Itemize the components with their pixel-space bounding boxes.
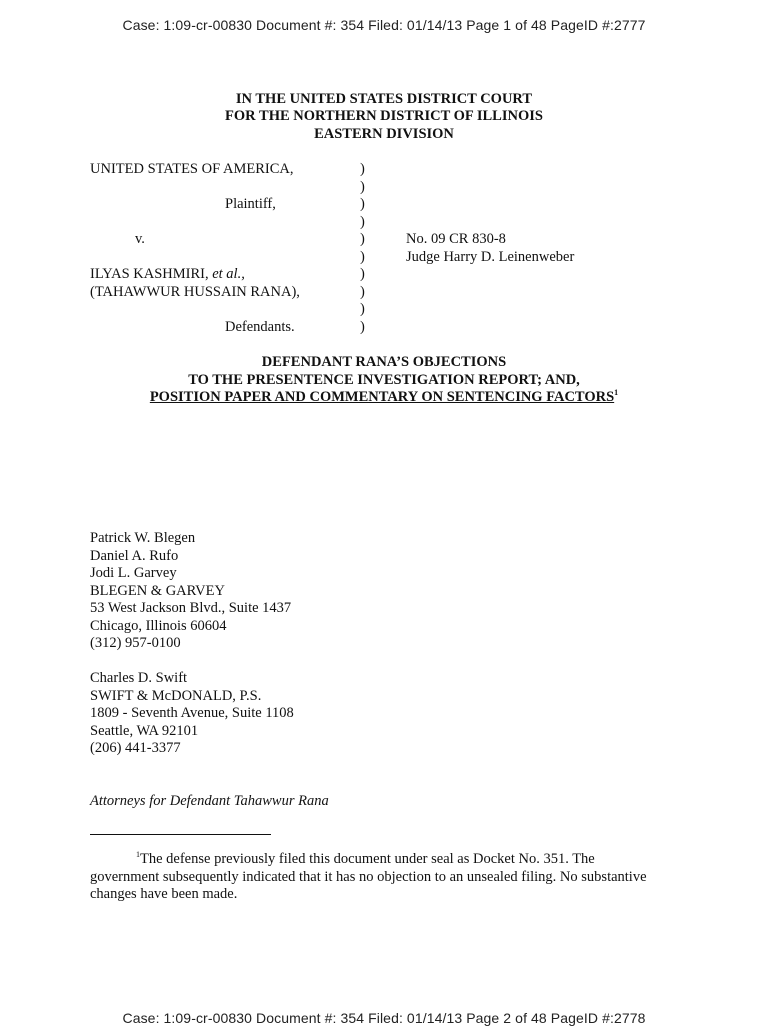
counsel-line: Patrick W. Blegen (90, 530, 196, 546)
defendant-alias: (TAHAWWUR HUSSAIN RANA), (90, 284, 300, 300)
court-name-line-2: FOR THE NORTHERN DISTRICT OF ILLINOIS (225, 108, 543, 124)
case-number: No. 09 CR 830-8 (406, 231, 506, 247)
defendant-name-text: ILYAS KASHMIRI, (90, 266, 209, 282)
caption-paren: ) (360, 283, 365, 300)
counsel-line: Seattle, WA 92101 (90, 722, 199, 739)
footnote-separator (90, 834, 271, 835)
caption-paren: ) (360, 178, 365, 195)
title-footnote-mark: 1 (614, 388, 619, 398)
doc-title-line-3 (0, 389, 768, 407)
caption-paren: ) (360, 318, 365, 335)
footnote-text-1: The defense previously filed this document under seal as Docket No. 351. The (140, 851, 595, 867)
plaintiff-name: UNITED STATES OF AMERICA, (90, 161, 294, 177)
counsel-block-2 (90, 670, 294, 758)
defendant-name (90, 266, 245, 284)
plaintiff-role: Plaintiff, (225, 196, 276, 212)
footnote-text-3: changes have been made. (90, 886, 238, 902)
footnote-mark: 1 (136, 850, 140, 860)
defendant-etal: et al., (212, 266, 245, 282)
footnote-line-1 (90, 851, 690, 869)
caption-paren: ) (360, 196, 365, 212)
counsel-line: Daniel A. Rufo (90, 547, 179, 564)
versus: v. (135, 231, 145, 247)
doc-title-line-3-text: POSITION PAPER AND COMMENTARY ON SENTENCING FACTORS (149, 389, 615, 405)
court-name-line-1: IN THE UNITED STATES DISTRICT COURT (235, 91, 533, 107)
caption-paren: ) (360, 301, 365, 317)
ecf-header-stamp: Case: 1:09-cr-00830 Document #: 354 Filed: 01/14/13 Page 1 of 48 PageID #:2777 (122, 17, 646, 33)
counsel-line: Chicago, Illinois 60604 (90, 617, 227, 634)
counsel-line: 1809 - Seventh Avenue, Suite 1108 (90, 705, 294, 721)
judge-name: Judge Harry D. Leinenweber (406, 249, 575, 265)
caption-paren: ) (360, 248, 365, 265)
counsel-firm: BLEGEN & GARVEY (90, 582, 225, 599)
counsel-firm: SWIFT & McDONALD, P.S. (90, 687, 262, 704)
court-division: EASTERN DIVISION (314, 126, 454, 142)
caption-paren: ) (360, 161, 365, 177)
defendant-role: Defendants. (225, 319, 295, 335)
counsel-line: Charles D. Swift (90, 670, 188, 686)
footnote (90, 851, 690, 904)
counsel-phone: (206) 441-3377 (90, 740, 181, 756)
ecf-header-stamp-next-page: Case: 1:09-cr-00830 Document #: 354 Filed: 01/14/13 Page 2 of 48 PageID #:2778 (122, 1010, 646, 1026)
counsel-phone: (312) 957-0100 (90, 635, 181, 651)
counsel-line: 53 West Jackson Blvd., Suite 1437 (90, 600, 292, 616)
caption-paren: ) (360, 231, 365, 247)
caption-paren: ) (360, 266, 365, 282)
doc-title-line-1: DEFENDANT RANA’S OBJECTIONS (261, 354, 507, 370)
counsel-block-1 (90, 530, 291, 653)
footnote-text-2: government subsequently indicated that it has no objection to an unsealed filing. No substantive (90, 868, 647, 885)
attorneys-for: Attorneys for Defendant Tahawwur Rana (90, 793, 329, 809)
counsel-line: Jodi L. Garvey (90, 565, 177, 581)
caption-paren: ) (360, 213, 365, 230)
doc-title-line-2: TO THE PRESENTENCE INVESTIGATION REPORT; AND, (188, 372, 580, 388)
